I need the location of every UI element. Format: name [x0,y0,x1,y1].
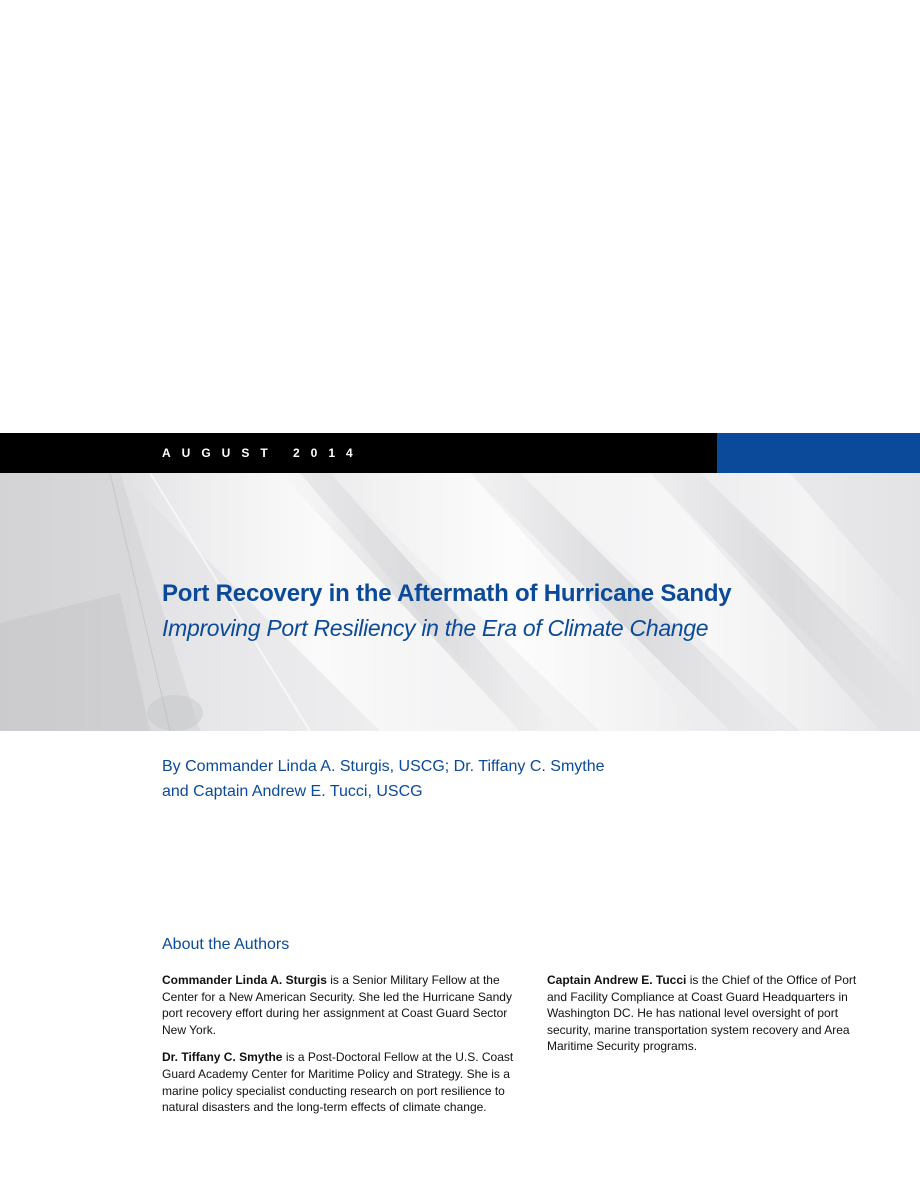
date-bar [0,433,717,473]
author-bio-tucci [547,972,872,1055]
author-bio-sturgis [162,972,522,1038]
author-description: is a Post-Doctoral Fellow at the U.S. Coast Guard Academy Center for Maritime Policy and Strategy. She is a marine policy specialist conducting research on port resilience to natural disasters and the long-term effects of climate change. [162,1050,514,1115]
author-bio-smythe [162,1049,522,1115]
byline-line-1: By Commander Linda A. Sturgis, USCG; Dr. Tiffany C. Smythe [162,758,605,775]
byline [162,754,605,804]
authors-column-right [547,972,872,1066]
publication-date: AUGUST 2014 [162,446,364,460]
authors-column-left [162,972,522,1127]
about-authors-heading: About the Authors [162,936,290,953]
author-description: is a Senior Military Fellow at the Center for a New American Security. She led the Hurricane Sandy port recovery effort during her assignment at Coast Guard Sector New York. [162,973,512,1037]
report-title: Port Recovery in the Aftermath of Hurricane Sandy [162,580,732,607]
author-name: Captain Andrew E. Tucci [547,973,687,987]
author-name: Dr. Tiffany C. Smythe [162,1050,283,1065]
byline-line-2: and Captain Andrew E. Tucci, USCG [162,783,423,800]
author-name: Commander Linda A. Sturgis [162,973,327,987]
accent-block [717,433,920,473]
report-subtitle: Improving Port Resiliency in the Era of Climate Change [162,615,709,641]
author-description: is the Chief of the Office of Port and Facility Compliance at Coast Guard Headquarters in Washington DC. He has national level oversight of port security, marine transportation system recovery and Area Maritime Security programs. [547,973,857,1054]
